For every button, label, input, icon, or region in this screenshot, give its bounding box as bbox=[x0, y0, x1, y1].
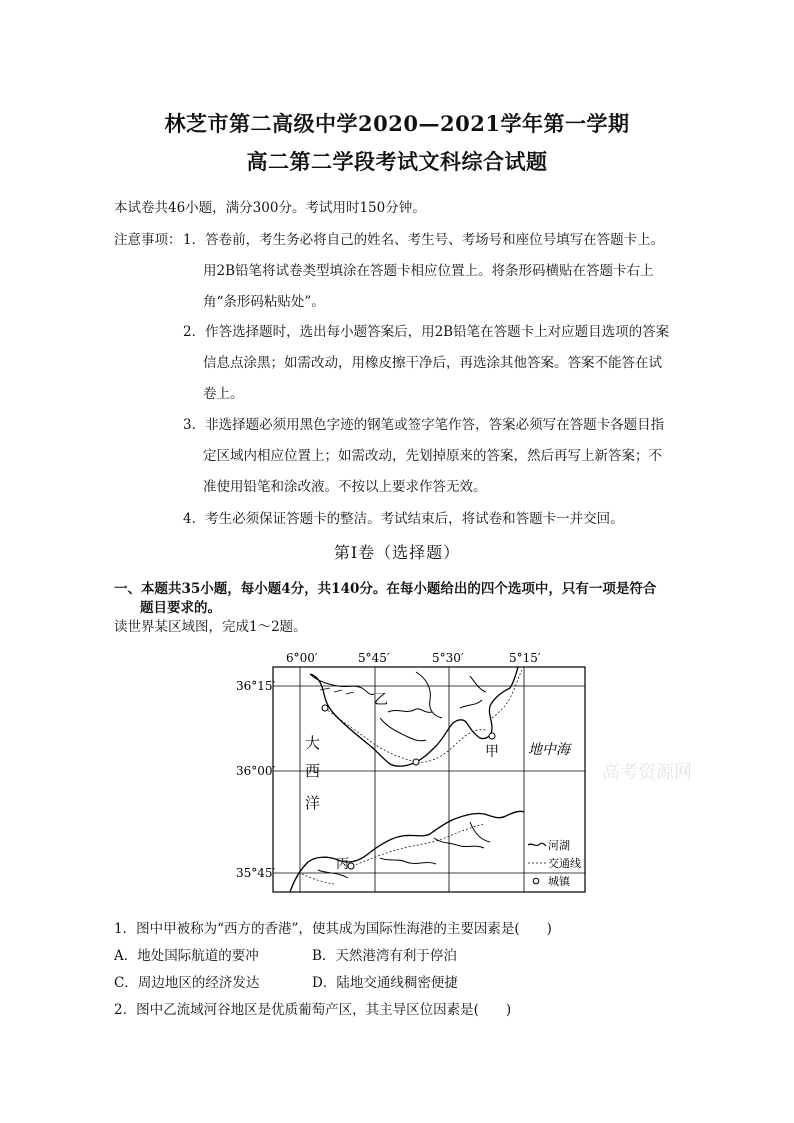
legend-river-symbol bbox=[528, 843, 546, 846]
road-north bbox=[325, 708, 486, 762]
legend-road: 交通线 bbox=[548, 857, 581, 870]
town-jia bbox=[489, 733, 495, 739]
note-2-line-3: 卷上。 bbox=[203, 386, 244, 402]
note-2-line-2: 信息点涂黑；如需改动，用橡皮擦干净后，再选涂其他答案。答案不能答在试 bbox=[203, 355, 662, 371]
note-1-line-3: 角“条形码粘贴处”。 bbox=[203, 294, 325, 310]
lon-label-3: 5°30′ bbox=[432, 651, 464, 665]
note-4-line-1: 4．考生必须保证答题卡的整洁。考试结束后，将试卷和答题卡一并交回。 bbox=[183, 511, 624, 527]
region-map bbox=[230, 648, 692, 898]
lon-label-1: 6°00′ bbox=[286, 651, 318, 665]
legend-river: 河湖 bbox=[548, 839, 570, 852]
coast-hatch bbox=[320, 688, 354, 694]
label-yi: 乙 bbox=[374, 692, 388, 708]
question-1-option-c: C．周边地区的经济发达 bbox=[114, 975, 260, 991]
note-3-line-3: 准使用铅笔和涂改液。不按以上要求作答无效。 bbox=[203, 479, 487, 495]
coastline-south bbox=[290, 811, 524, 892]
label-atlantic-3: 洋 bbox=[305, 794, 321, 812]
section-title: 第Ⅰ卷（选择题） bbox=[333, 543, 461, 562]
legend-town: 城镇 bbox=[548, 875, 570, 888]
town-north-coast bbox=[413, 759, 419, 765]
question-1-option-b: B．天然港湾有利于停泊 bbox=[312, 948, 457, 964]
read-prompt: 读世界某区域图，完成1～2题。 bbox=[114, 619, 307, 635]
river-north-2 bbox=[416, 672, 442, 718]
river-south-4 bbox=[470, 822, 490, 842]
part-one-line-1: 一、本题共35小题，每小题4分，共140分。在每小题给出的四个选项中，只有一项是符合 bbox=[114, 581, 657, 597]
question-1-option-a: A．地处国际航道的要冲 bbox=[114, 948, 259, 964]
label-atlantic-1: 大 bbox=[305, 734, 321, 752]
question-1-option-d: D．陆地交通线稠密便捷 bbox=[312, 975, 458, 991]
river-south-2 bbox=[380, 858, 436, 864]
question-2-stem: 2．图中乙流域河谷地区是优质葡萄产区，其主导区位因素是( ) bbox=[114, 1002, 512, 1018]
lat-label-2: 36°00′ bbox=[236, 764, 276, 778]
page-title: 林芝市第二高级中学2020—2021学年第一学期 bbox=[164, 111, 630, 136]
note-3-line-2: 定区域内相应位置上；如需改动，先划掉原来的答案，然后再写上新答案；不 bbox=[203, 448, 662, 464]
part-one-line-2: 题目要求的。 bbox=[140, 600, 221, 616]
road-south bbox=[302, 824, 484, 884]
exam-intro: 本试卷共46小题，满分300分。考试用时150分钟。 bbox=[114, 200, 426, 216]
lat-label-1: 36°15′ bbox=[236, 679, 276, 693]
map-watermark: 高考资源网 bbox=[602, 762, 692, 783]
label-atlantic-2: 西 bbox=[305, 762, 321, 780]
note-2-line-1: 2．作答选择题时，选出每小题答案后，用2B铅笔在答题卡上对应题目选项的答案 bbox=[183, 324, 670, 340]
question-1-stem: 1．图中甲被称为“西方的香港”，使其成为国际性海港的主要因素是( ) bbox=[114, 921, 552, 937]
note-1-line-2: 用2B铅笔将试卷类型填涂在答题卡相应位置上。将条形码横贴在答题卡右上 bbox=[203, 263, 654, 279]
town-north-west bbox=[322, 705, 328, 711]
road-north-2 bbox=[492, 670, 522, 718]
note-1-line-1: 1．答卷前，考生务必将自己的姓名、考生号、考场号和座位号填写在答题卡上。 bbox=[183, 232, 665, 248]
coast-detail bbox=[310, 674, 374, 695]
lon-label-2: 5°45′ bbox=[358, 651, 390, 665]
notes-label: 注意事项： bbox=[114, 232, 182, 248]
river-north-4 bbox=[460, 700, 482, 708]
lon-label-4: 5°15′ bbox=[509, 651, 541, 665]
label-mediterranean: 地中海 bbox=[528, 742, 570, 758]
label-jia: 甲 bbox=[485, 744, 499, 760]
river-north-1 bbox=[388, 709, 432, 712]
label-bing: 丙 bbox=[336, 857, 350, 872]
page-subtitle: 高二第二学段考试文科综合试题 bbox=[246, 149, 548, 174]
legend-town-symbol bbox=[533, 878, 539, 884]
river-north-3 bbox=[380, 718, 426, 741]
note-3-line-1: 3．非选择题必须用黑色字迹的钢笔或签字笔作答，答案必须写在答题卡各题目指 bbox=[183, 417, 665, 433]
river-north-5 bbox=[470, 676, 486, 692]
lat-label-3: 35°45′ bbox=[236, 866, 276, 880]
